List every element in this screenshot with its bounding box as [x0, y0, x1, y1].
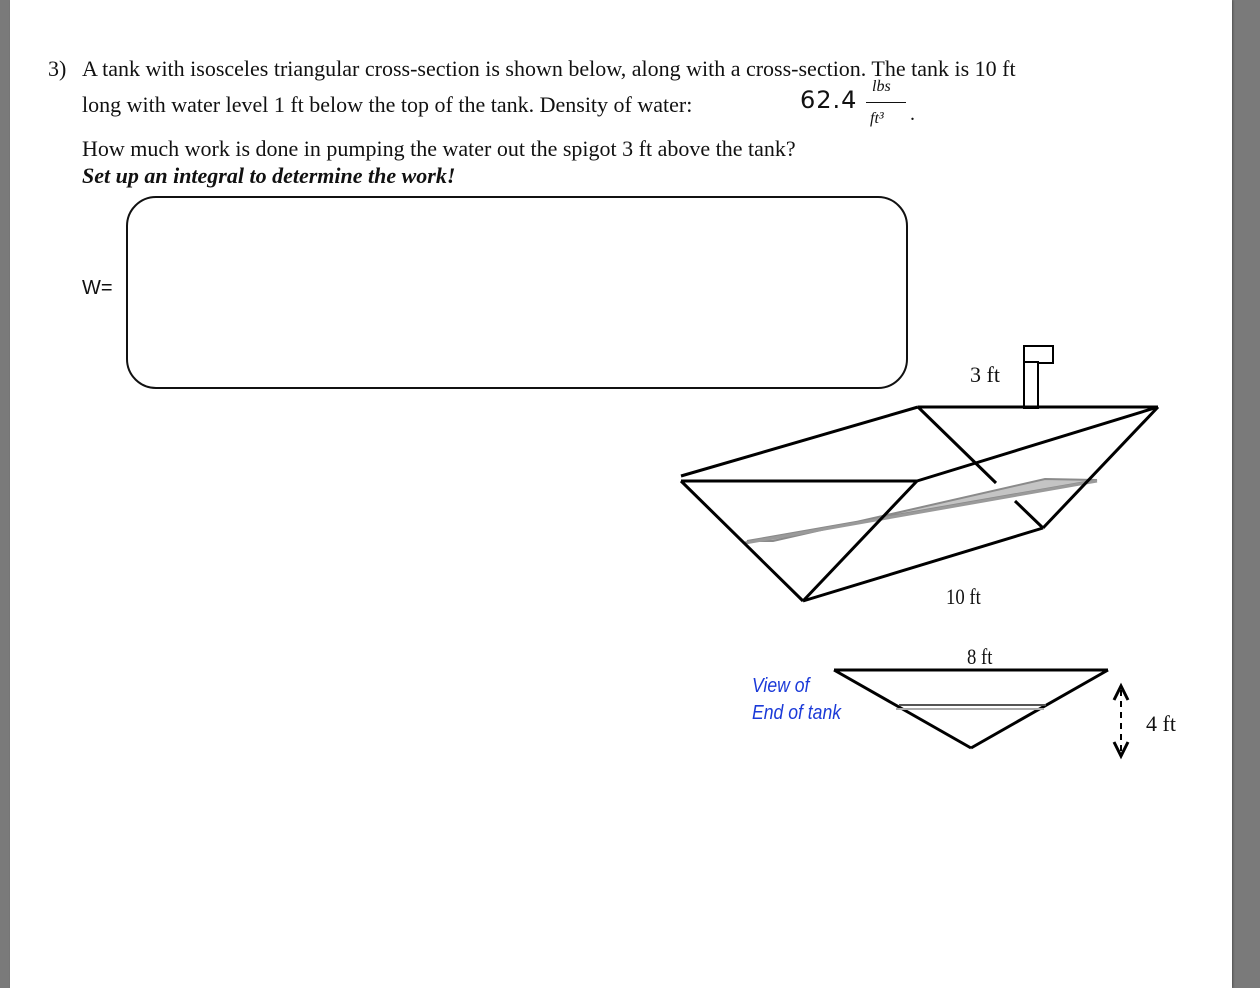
water-edge-line	[745, 481, 1097, 543]
spigot-head	[1024, 346, 1053, 363]
instruction-text: Set up an integral to determine the work!	[82, 163, 456, 188]
question-line-1: A tank with isosceles triangular cross-section is shown below, along with a cross-section. The tank is 10 ft	[82, 56, 1016, 81]
spigot-pipe	[1024, 362, 1038, 408]
question-line-3: How much work is done in pumping the water out the spigot 3 ft above the tank?	[82, 136, 796, 161]
tank-outline	[681, 407, 1158, 601]
density-unit-numerator: lbs	[872, 78, 891, 95]
density-value: 62.4	[800, 86, 858, 114]
view-label-line-1: View of	[752, 675, 810, 697]
depth-arrow	[1114, 686, 1128, 756]
tank-width-label: 8 ft	[967, 644, 993, 669]
end-view-triangle	[834, 670, 1108, 748]
work-label: W=	[82, 277, 113, 299]
tank-length-label: 10 ft	[946, 584, 981, 609]
question-number: 3)	[48, 56, 67, 81]
view-label-line-2: End of tank	[752, 702, 842, 724]
question-line-2: long with water level 1 ft below the top of the tank. Density of water:	[82, 92, 693, 117]
density-unit-period: .	[910, 103, 915, 125]
density-unit-denominator: ft³	[870, 110, 884, 127]
water-surface	[747, 479, 1097, 541]
spigot-height-label: 3 ft	[970, 362, 1000, 387]
tank-depth-label: 4 ft	[1146, 711, 1176, 736]
